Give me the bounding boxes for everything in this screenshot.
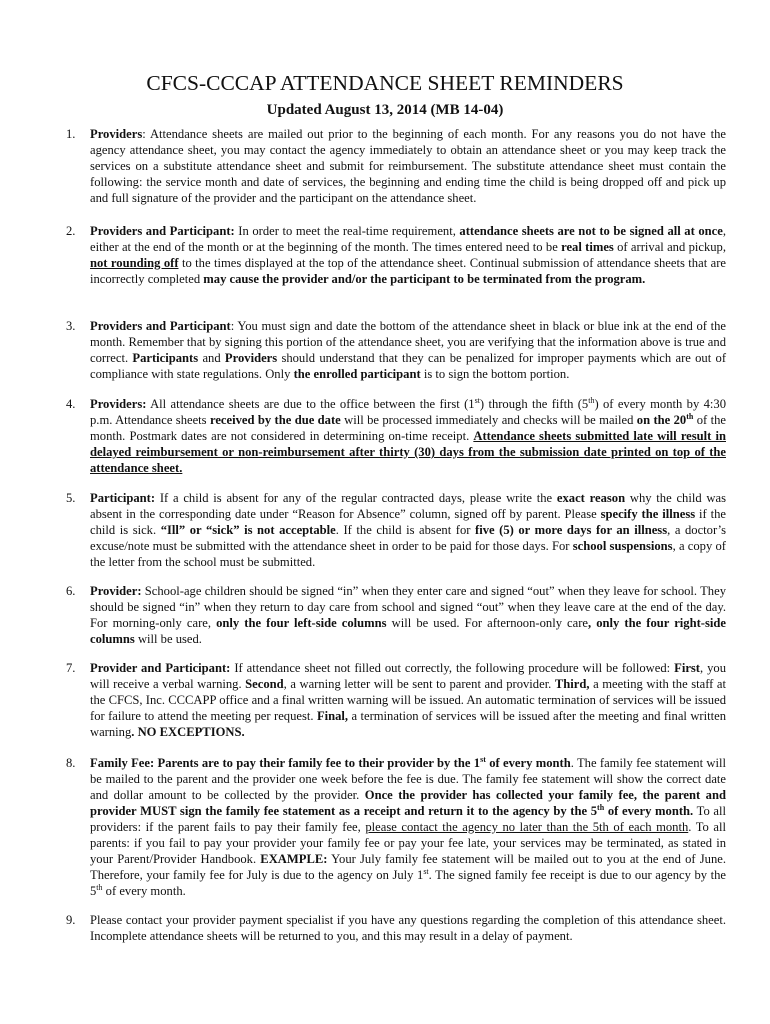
text-segment: Please contact your provider payment specialist if you have any questions regarding the completion of this attendance sheet. Incomplete attendance sheets will be returned to you, and this may result in a delay of payment. (90, 913, 726, 943)
item-text (90, 318, 726, 382)
text-segment: Your July family fee statement will be mailed out to you at the end of June. Therefore, your family fee for July is due to the agency on July 1 (90, 852, 726, 882)
text-segment: Second (245, 677, 284, 691)
text-segment: please contact the agency no later than the 5th of each month (365, 820, 689, 834)
text-segment: . The family fee statement will be mailed to the parent and the provider one week before the fee is due. The family fee statement will show the correct date and dollar amount to be collected by the provider. (90, 756, 726, 802)
item-text (90, 912, 726, 944)
item-number: 1. (66, 127, 76, 141)
text-segment: real times (561, 240, 614, 254)
text-segment: th (96, 882, 103, 892)
text-segment: not rounding off (90, 256, 179, 270)
item-text (90, 396, 726, 476)
text-segment: In order to meet the real-time requirement, (234, 224, 460, 238)
text-segment: and (198, 351, 225, 365)
text-segment: specify the illness (600, 507, 696, 521)
text-segment: , a doctor’s excuse/note must be submitted with the attendance sheet in order to be paid for those days. For (90, 523, 727, 553)
text-segment: : You must sign and date the bottom of the attendance sheet in black or blue ink at the end of the month. Remember that by signing this portion of the attendance sheet, you are verifying that the information above is true and correct. (90, 319, 726, 365)
item-number: 2. (66, 224, 76, 238)
item-number: 5. (66, 491, 76, 505)
item-number: 6. (66, 584, 76, 598)
text-segment: Third, (554, 677, 590, 691)
text-segment: of every month. (604, 804, 694, 818)
text-segment: ) through the fifth (5 (479, 397, 589, 411)
text-segment: Providers (90, 127, 143, 141)
text-segment: the enrolled participant (293, 367, 421, 381)
text-segment: a termination of services will be issued after the meeting and final written warning (90, 709, 726, 739)
text-segment: st (480, 754, 486, 764)
page-title: CFCS-CCCAP ATTENDANCE SHEET REMINDERS (146, 71, 624, 95)
text-segment: received by the due date (209, 413, 341, 427)
text-segment: ) of every month by 4:30 p.m. Attendance sheets (90, 397, 726, 427)
text-segment: . To all parents: if you fail to pay your provider your family fee or pay your fee late, your services may be terminated, as stated in your Parent/Provider Handbook. (90, 820, 727, 866)
text-segment: . NO EXCEPTIONS. (131, 725, 245, 739)
text-segment: to the times displayed at the top of the attendance sheet. Continual submission of attendance sheets that are incorrectly completed (90, 256, 726, 286)
text-segment: should understand that they can be penalized for improper payments which are out of compliance with state regulations. Only (90, 351, 727, 381)
item-text (90, 583, 726, 647)
text-segment: th (686, 411, 694, 421)
text-segment: : Attendance sheets are mailed out prior to the beginning of each month. For any reasons you do not have the agency attendance sheet, you may contact the agency immediately to obtain an attendance sheet or you may keep track the services on a substitute attendance sheet and submit for reimbursement. The substitute attendance sheet must contain the following: the service month and date of services, the beginning and ending time the child is being dropped off and pick up and full signature of the provider and the participant on the attendance sheet. (90, 127, 726, 205)
text-segment: To all providers: if the parent fails to pay their family fee, (90, 804, 726, 834)
item-text (90, 490, 726, 570)
text-segment: Providers: (90, 397, 147, 411)
item-text (90, 660, 726, 740)
text-segment: Participants (132, 351, 199, 365)
text-segment: exact reason (556, 491, 626, 505)
text-segment: Attendance sheets submitted late will result in delayed reimbursement or non-reimbursement after thirty (30) days from the submission date printed on top of the attendance sheet. (90, 429, 726, 475)
text-segment: . The signed family fee receipt is due to our agency by the 5 (90, 868, 726, 898)
item-number: 9. (66, 913, 76, 927)
text-segment: if the child is sick. (90, 507, 726, 537)
text-segment: School-age children should be signed “in” when they enter care and signed “out” when they leave for school. They should be signed “in” when they return to day care from school and signed “out” when they leave care at the end of the day. For morning-only care, (90, 584, 726, 630)
text-segment: a meeting with the staff at the CFCS, Inc. CCCAPP office and a final written warning will be issued. An automatic termination of services will be issued for failure to attend the meeting per request. (90, 677, 727, 723)
item-number: 3. (66, 319, 76, 333)
item-text (90, 223, 726, 287)
text-segment: Provider and Participant: (90, 661, 231, 675)
text-segment: st (474, 395, 480, 405)
text-segment: of the month. Postmark dates are not considered in determining on-time receipt. (90, 413, 726, 443)
text-segment: will be used. For afternoon-only care (386, 616, 589, 630)
text-segment: Providers and Participant: (90, 224, 235, 238)
text-segment: th (588, 395, 595, 405)
text-segment: All attendance sheets are due to the office between the first (1 (146, 397, 475, 411)
text-segment: on the 20 (636, 413, 687, 427)
text-segment: Final, (316, 709, 349, 723)
text-segment: , a warning letter will be sent to parent and provider. (283, 677, 555, 691)
text-segment: Family Fee: Parents are to pay their family fee to their provider by the 1 (90, 756, 481, 770)
text-segment: of every month. (102, 884, 186, 898)
text-segment: , only the four right-side columns (90, 616, 726, 646)
text-segment: First (674, 661, 701, 675)
text-segment: EXAMPLE: (260, 852, 328, 866)
text-segment: Once the provider has collected your family fee, the parent and provider MUST sign the family fee statement as a receipt and return it to the agency by the 5 (90, 788, 726, 818)
item-number: 8. (66, 756, 76, 770)
text-segment: attendance sheets are not to be signed all at once (459, 224, 723, 238)
item-number: 4. (66, 397, 76, 411)
text-segment: only the four left-side columns (216, 616, 387, 630)
text-segment: school suspensions (572, 539, 673, 553)
text-segment: Participant: (90, 491, 156, 505)
text-segment: may cause the provider and/or the participant to be terminated from the program. (203, 272, 646, 286)
text-segment: , either at the end of the month or at the beginning of the month. The times entered need to be (90, 224, 726, 254)
text-segment: th (597, 802, 605, 812)
text-segment: Providers (224, 351, 278, 365)
text-segment: five (5) or more days for an illness (475, 523, 668, 537)
text-segment: . If the child is absent for (335, 523, 476, 537)
text-segment: will be processed immediately and checks will be mailed (340, 413, 637, 427)
text-segment: Providers and Participant (90, 319, 231, 333)
text-segment: st (423, 866, 429, 876)
text-segment: why the child was absent in the corresponding date under “Reason for Absence” column, signed off by parent. Please (90, 491, 726, 521)
text-segment: will be used. (134, 632, 202, 646)
page-subtitle: Updated August 13, 2014 (MB 14-04) (266, 102, 504, 118)
text-segment: Provider: (90, 584, 142, 598)
text-segment: is to sign the bottom portion. (420, 367, 570, 381)
text-segment: If a child is absent for any of the regular contracted days, please write the (155, 491, 557, 505)
item-number: 7. (66, 661, 76, 675)
text-segment: If attendance sheet not filled out correctly, the following procedure will be followed: (230, 661, 675, 675)
text-segment: “Ill” or “sick” is not acceptable (160, 523, 336, 537)
text-segment: of every month (485, 756, 571, 770)
text-segment: of arrival and pickup, (613, 240, 726, 254)
item-text (90, 755, 726, 899)
text-segment: , a copy of the letter from the school must be submitted. (90, 539, 726, 569)
item-text (90, 126, 726, 206)
text-segment: , you will receive a verbal warning. (90, 661, 727, 691)
